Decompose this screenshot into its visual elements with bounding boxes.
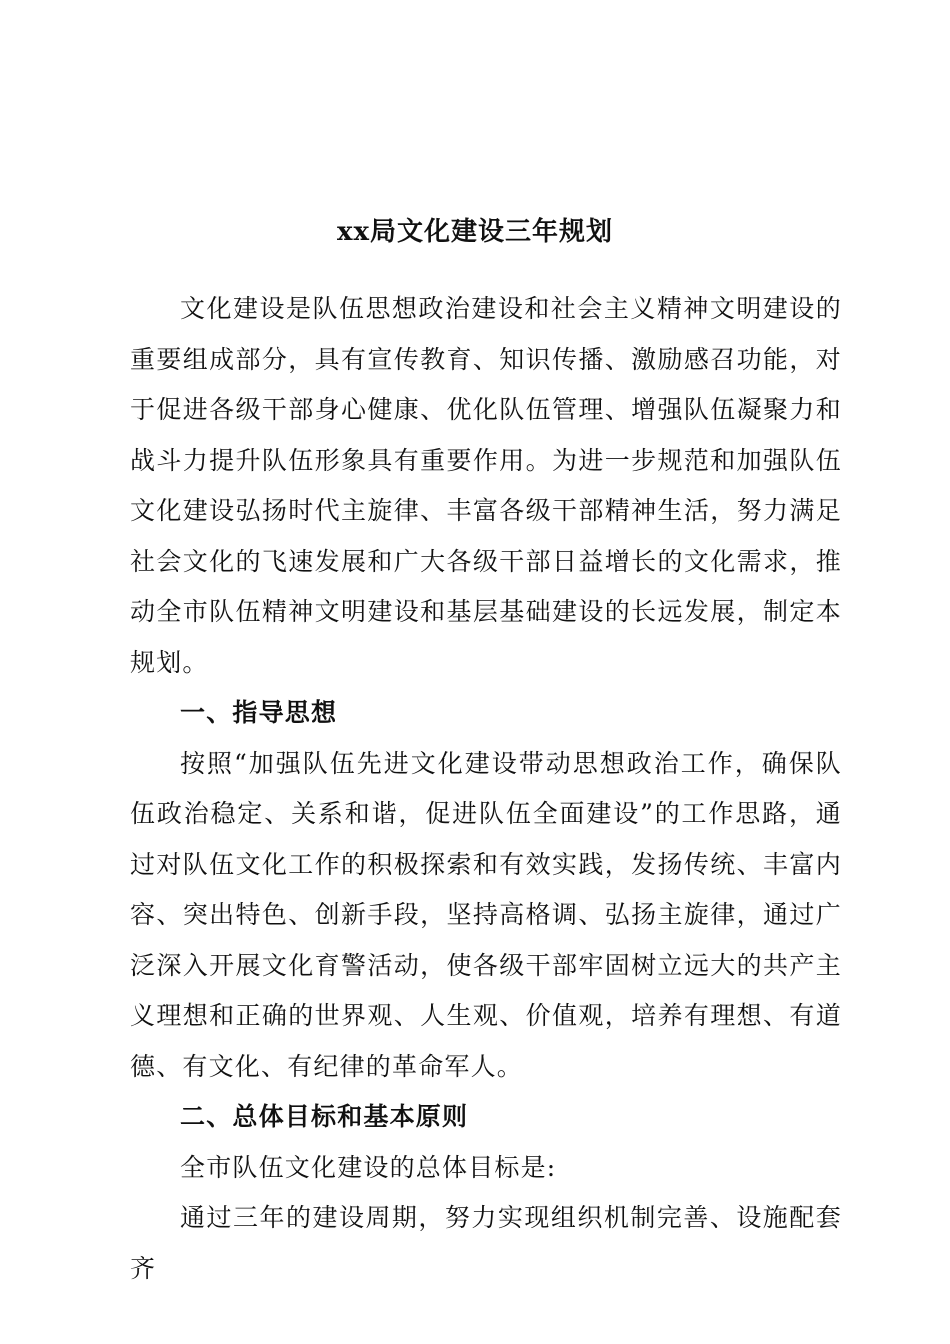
document-title: xx局文化建设三年规划 [336,217,613,247]
intro-paragraph: 文化建设是队伍思想政治建设和社会主义精神文明建设的重要组成部分，具有宣传教育、知识传播、激励感召功能，对于促进各级干部身心健康、优化队伍管理、增强队伍凝聚力和战斗力提升队伍形象具有重要作用。为进一步规范和加强队伍文化建设弘扬时代主旋律、丰富各级干部精神生活，努力满足社会文化的飞速发展和广大各级干部日益增长的文化需求，推动全市队伍精神文明建设和基层基础建设的长远发展，制定本规划。 [130,294,842,677]
section-1-paragraph: 按照“加强队伍先进文化建设带动思想政治工作，确保队伍政治稳定、关系和谐，促进队伍全面建设”的工作思路，通过对队伍文化工作的积极探索和有效实践，发扬传统、丰富内容、突出特色、创新手段，坚持高格调、弘扬主旋律，通过广泛深入开展文化育警活动，使各级干部牢固树立远大的共产主义理想和正确的世界观、人生观、价值观，培养有理想、有道德、有文化、有纪律的革命军人。 [130,748,842,1081]
section-2-paragraph-1: 全市队伍文化建设的总体目标是: [180,1152,557,1182]
document-body [130,284,842,1294]
section-2-paragraph-2: 通过三年的建设周期，努力实现组织机制完善、设施配套齐 [130,1203,842,1283]
section-2-heading: 二、总体目标和基本原则 [180,1102,469,1131]
section-1-heading: 一、指导思想 [180,698,338,727]
